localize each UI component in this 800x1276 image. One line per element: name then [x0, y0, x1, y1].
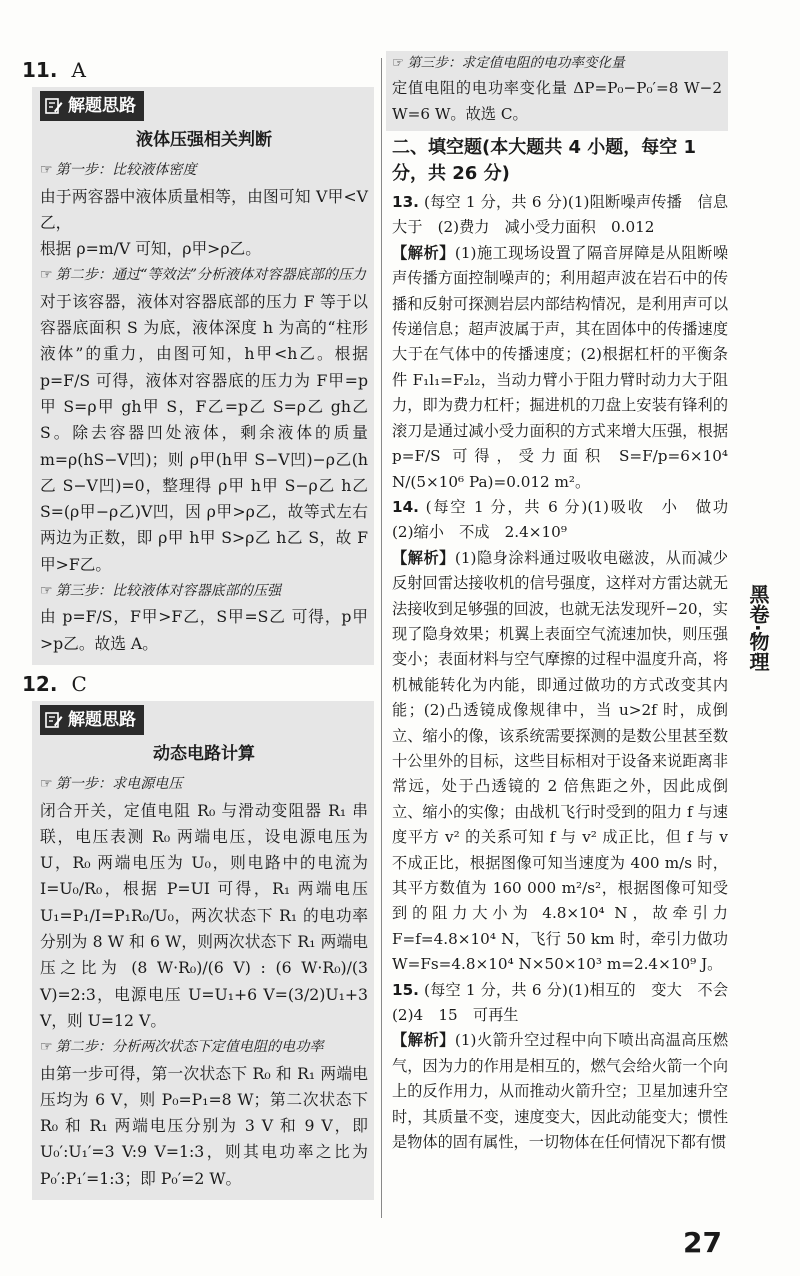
sidebar-label: 黑卷·物理 — [746, 584, 770, 672]
box-title: 液体压强相关判断 — [136, 130, 272, 151]
pointing-hand-icon: ☞ — [40, 162, 53, 179]
paragraph: 对于该容器，液体对容器底部的压力 F 等于以容器底面积 S 为底，液体深度 h 为高的“柱形液体”的重力，由图可知，h甲<h乙。根据 p=F/S 可得，液体对容器底的压力为 F甲=p甲 S=ρ甲 gh甲 S，F乙=p乙 S=ρ乙 gh乙 S。除去容器凹处液体，剩余液体的质量 m=ρ(hS−V凹)；则 ρ甲(h甲 S−V凹)−ρ乙(h乙 S−V凹)=0，整理得 ρ甲 h甲 S−ρ乙 h乙 S=(ρ甲−ρ乙)V凹，因 ρ甲>ρ乙，故等式左右两边为正数，即 ρ甲 h甲 S>ρ乙 h乙 S，故 F甲>F乙。 — [40, 291, 368, 574]
step-1: ☞ 第一步：比较液体密度 — [40, 157, 368, 183]
step-2: ☞ 第二步：通过“等效法”分析液体对容器底部的压力 — [40, 262, 368, 288]
question-13: 13. (每空 1 分，共 6 分)(1)阻断噪声传播 信息 大于 (2)费力 减小受力面积 0.012 — [392, 193, 744, 237]
paragraph: 定值电阻的电功率变化量 ΔP=P₀−P₀′=8 W−2 W=6 W。故选 C。 — [392, 79, 722, 123]
solution-box-12-continued — [386, 51, 728, 131]
question-12-answer: C — [71, 671, 87, 696]
step-3: ☞ 第三步：求定值电阻的电功率变化量 — [392, 51, 722, 76]
pointing-hand-icon: ☞ — [40, 583, 53, 600]
step-1: ☞ 第一步：求电源电压 — [40, 771, 368, 797]
question-14: 14. (每空 1 分，共 6 分)(1)吸收 小 做功 (2)缩小 不成 2.4×10⁹ — [392, 497, 744, 542]
solution-tag: 解题思路 — [40, 705, 144, 735]
step-3: ☞ 第三步：比较液体对容器底部的压强 — [40, 578, 368, 604]
paragraph: 由 p=F/S，F甲>F乙，S甲=S乙 可得，p甲>p乙。故选 A。 — [40, 607, 368, 653]
pointing-hand-icon: ☞ — [40, 267, 53, 284]
section-heading: 二、填空题(本大题共 4 小题，每空 1 分，共 26 分) — [392, 137, 697, 184]
paragraph: 根据 ρ=m/V 可知，ρ甲>ρ乙。 — [40, 239, 261, 259]
pointing-hand-icon: ☞ — [392, 55, 405, 71]
paragraph: 闭合开关，定值电阻 R₀ 与滑动变阻器 R₁ 串联，电压表测 R₀ 两端电压，设电源电压为 U，R₀ 两端电压为 U₀，则电路中的电流为 I=U₀/R₀，根据 P=UI 可得，R₁ 两端电压 U₁=P₁/I=P₁R₀/U₀，两次状态下 R₁ 的电功率分别为 8 W 和 6 W，则两次状态下 R₁ 两端电压之比为 (8 W·R₀)/(6 V) : (6 W·R₀)/(3 V)=2:3，电源电压 U=U₁+6 V=(3/2)U₁+3 V，则 U=12 V。 — [40, 800, 368, 1030]
question-14-analysis: 【解析】(1)隐身涂料通过吸收电磁波，从而减少反射回雷达接收机的信号强度，这样对方雷达就无法接收到足够强的回波，也就无法发现歼−20，实现了隐身效果；机翼上表面空气流速加快，则压强变小；表面材料与空气摩擦的过程中温度升高，将机械能转化为内能，即通过做功的方式改变其内能；(2)凸透镜成像规律中，当 u>2f 时，成倒立、缩小的像，该系统需要探测的是数公里甚至数十公里外的目标，这些目标相对于设备来说距离非常远，处于凸透镜的 2 倍焦距之外，因此成倒立、缩小的实像；由战机飞行时受到的阻力 f 与速度平方 v² 的关系可知 f 与 v² 成正比，但 f 与 v 不成正比，根据图像可知当速度为 400 m/s 时，其平方数值为 160 000 m²/s²，根据图像可知受到的阻力大小为 4.8×10⁴ N，故牵引力 F=f=4.8×10⁴ N，飞行 50 km 时，牵引力做功 W=Fs=4.8×10⁴ N×50×10³ m=2.4×10⁹ J。 — [392, 548, 729, 974]
paragraph: 由于两容器中液体质量相等，由图可知 V甲<V乙， — [40, 186, 368, 232]
pointing-hand-icon: ☞ — [40, 776, 53, 793]
question-15-analysis: 【解析】(1)火箭升空过程中向下喷出高温高压燃气，因为力的作用是相互的，燃气会给火箭一个向上的反作用力，从而推动火箭升空；卫星加速升空时，其质量不变，速度变大，因此动能变大；惯性是物体的固有属性，一切物体在任何情况下都有惯 — [392, 1031, 729, 1152]
question-13-answer: (每空 1 分，共 6 分)(1)阻断噪声传播 信息 大于 (2)费力 减小受力面积 0.012 — [392, 193, 744, 237]
column-divider — [381, 58, 382, 1218]
solution-box-12 — [32, 701, 374, 1200]
box-title: 动态电路计算 — [153, 744, 255, 765]
solution-box-11 — [32, 87, 374, 665]
question-11-header: 11. A — [22, 58, 86, 82]
right-column — [392, 55, 744, 1155]
question-11-answer: A — [71, 58, 86, 82]
step-2: ☞ 第二步：分析两次状态下定值电阻的电功率 — [40, 1034, 368, 1060]
left-column — [22, 55, 374, 1206]
pencil-note-icon — [45, 712, 63, 728]
question-15-answer: (每空 1 分，共 6 分)(1)相互的 变大 不会 (2)4 15 可再生 — [392, 980, 744, 1025]
question-15: 15. (每空 1 分，共 6 分)(1)相互的 变大 不会 (2)4 15 可再生 — [392, 980, 744, 1025]
pencil-note-icon — [45, 98, 63, 114]
pointing-hand-icon: ☞ — [40, 1039, 53, 1056]
solution-tag: 解题思路 — [40, 91, 144, 121]
question-12-header: 12. C — [22, 671, 87, 696]
question-13-analysis: 【解析】(1)施工现场设置了隔音屏障是从阻断噪声传播方面控制噪声的；利用超声波在岩石中的传播和反射可探测岩层内部结构情况，是利用声可以传递信息；超声波属于声，其在固体中的传播速度大于在气体中的传播速度；(2)根据杠杆的平衡条件 F₁l₁=F₂l₂，当动力臂小于阻力臂时动力大于阻力，即为费力杠杆；掘进机的刀盘上安装有锋利的滚刀是通过减小受力面积的方式来增大压强，根据 p=F/S 可得，受力面积 S=F/p=6×10⁴ N/(5×10⁶ Pa)=0.012 m²。 — [392, 243, 729, 491]
paragraph: 由第一步可得，第一次状态下 R₀ 和 R₁ 两端电压均为 6 V，则 P₀=P₁=8 W；第二次状态下 R₀ 和 R₁ 两端电压分别为 3 V 和 9 V，即 U₀′:U₁′=3 V:9 V=1:3，则其电功率之比为 P₀′:P₁′=1:3；即 P₀′=2 W。 — [40, 1063, 368, 1188]
page-number: 27 — [683, 1226, 722, 1259]
question-14-answer: (每空 1 分，共 6 分)(1)吸收 小 做功 (2)缩小 不成 2.4×10⁹ — [392, 497, 744, 542]
